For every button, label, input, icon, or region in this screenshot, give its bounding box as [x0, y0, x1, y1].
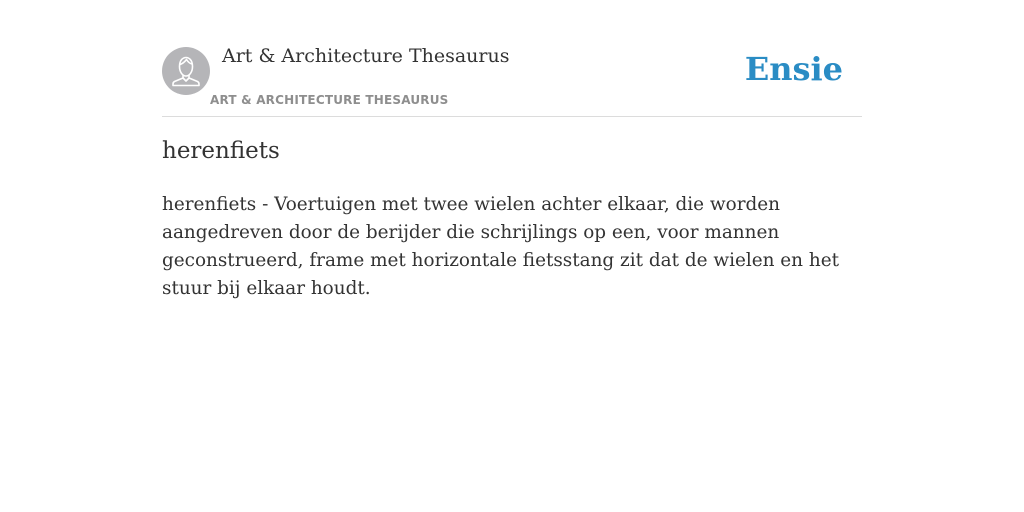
user-silhouette-icon — [162, 47, 210, 95]
entry-definition: herenfiets - Voertuigen met twee wielen achter elkaar, die worden aangedreven door de berijder die schrijlings op een, voor mannen geconstrueerd, frame met horizontale fietsstang zit dat de wielen en het stuur bij elkaar houdt. — [162, 194, 839, 299]
entry-term: herenfiets — [162, 138, 280, 164]
author-name[interactable]: Art & Architecture Thesaurus — [222, 45, 510, 67]
brand-logo[interactable]: Ensie — [744, 50, 843, 88]
entry-header — [162, 42, 862, 117]
avatar[interactable] — [162, 47, 210, 95]
source-label: ART & ARCHITECTURE THESAURUS — [210, 93, 449, 107]
